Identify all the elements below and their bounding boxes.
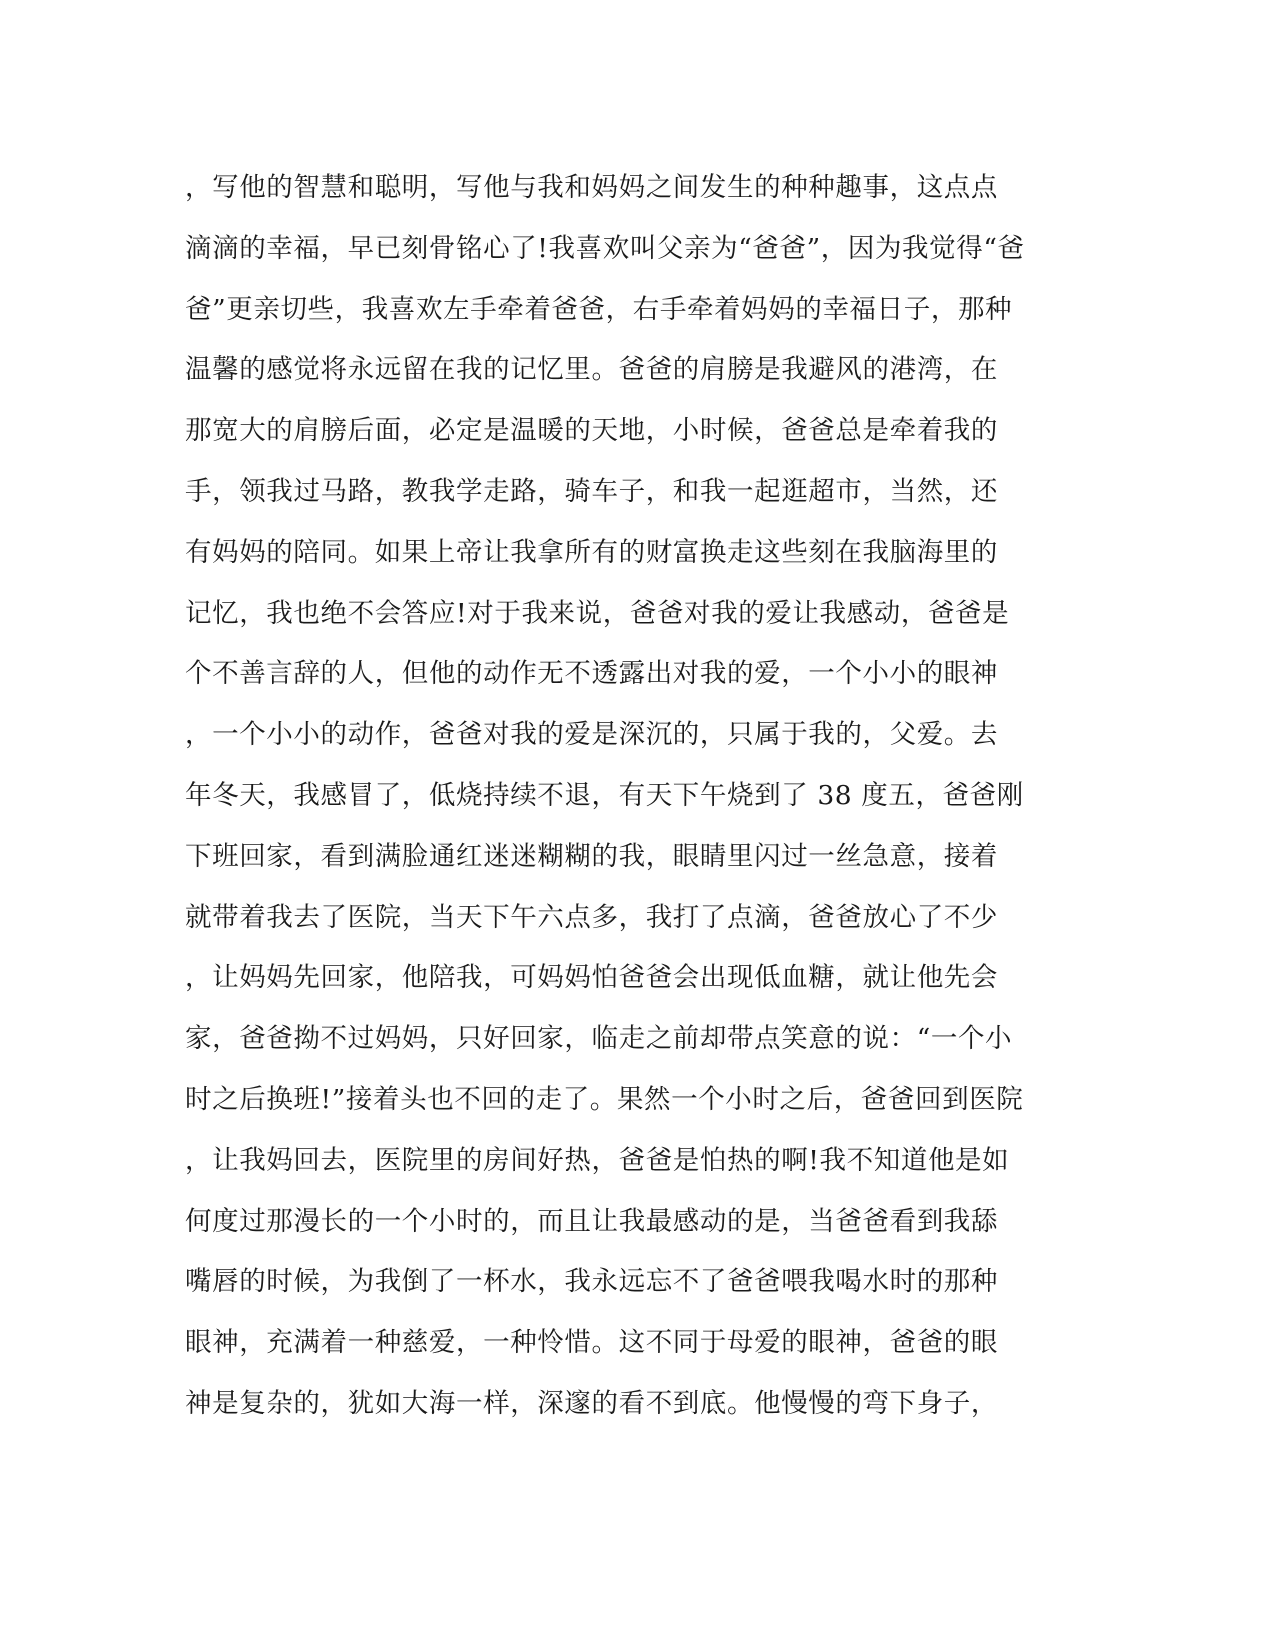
text-line: ，让我妈回去，医院里的房间好热，爸爸是怕热的啊!我不知道他是如: [185, 1144, 1010, 1176]
text-line: 时之后换班!”接着头也不回的走了。果然一个小时之后，爸爸回到医院: [185, 1083, 1024, 1115]
text-line: 嘴唇的时候，为我倒了一杯水，我永远忘不了爸爸喂我喝水时的那种: [185, 1266, 998, 1298]
text-line: 家，爸爸拗不过妈妈，只好回家，临走之前却带点笑意的说：“一个小: [185, 1023, 1013, 1055]
text-line: 就带着我去了医院，当天下午六点多，我打了点滴，爸爸放心了不少: [185, 901, 998, 933]
text-line: 年冬天，我感冒了，低烧持续不退，有天下午烧到了 38 度五，爸爸刚: [185, 779, 1024, 811]
text-line: 记忆，我也绝不会答应!对于我来说，爸爸对我的爱让我感动，爸爸是: [185, 597, 1010, 629]
text-line: 有妈妈的陪同。如果上帝让我拿所有的财富换走这些刻在我脑海里的: [185, 536, 998, 568]
text-line: 手，领我过马路，教我学走路，骑车子，和我一起逛超市，当然，还: [185, 475, 998, 507]
text-line: 那宽大的肩膀后面，必定是温暖的天地，小时候，爸爸总是牵着我的: [185, 415, 998, 447]
text-line: 眼神，充满着一种慈爱，一种怜惜。这不同于母爱的眼神，爸爸的眼: [185, 1327, 998, 1359]
text-line: 下班回家，看到满脸通红迷迷糊糊的我，眼睛里闪过一丝急意，接着: [185, 840, 998, 872]
text-line: 温馨的感觉将永远留在我的记忆里。爸爸的肩膀是我避风的港湾，在: [185, 354, 998, 386]
text-line: 滴滴的幸福，早已刻骨铭心了!我喜欢叫父亲为“爸爸”，因为我觉得“爸: [185, 232, 1025, 264]
text-line: ，让妈妈先回家，他陪我，可妈妈怕爸爸会出现低血糖，就让他先会: [185, 962, 998, 994]
text-line: 神是复杂的，犹如大海一样，深邃的看不到底。他慢慢的弯下身子，: [185, 1387, 998, 1419]
text-line: 个不善言辞的人，但他的动作无不透露出对我的爱，一个小小的眼神: [185, 658, 998, 690]
text-line: ，一个小小的动作，爸爸对我的爱是深沉的，只属于我的，父爱。去: [185, 719, 998, 751]
text-line: 爸”更亲切些，我喜欢左手牵着爸爸，右手牵着妈妈的幸福日子，那种: [185, 293, 1013, 325]
text-line: 何度过那漫长的一个小时的，而且让我最感动的是，当爸爸看到我舔: [185, 1205, 998, 1237]
body-text: [185, 158, 1065, 1435]
text-line: ，写他的智慧和聪明，写他与我和妈妈之间发生的种种趣事，这点点: [185, 172, 998, 203]
